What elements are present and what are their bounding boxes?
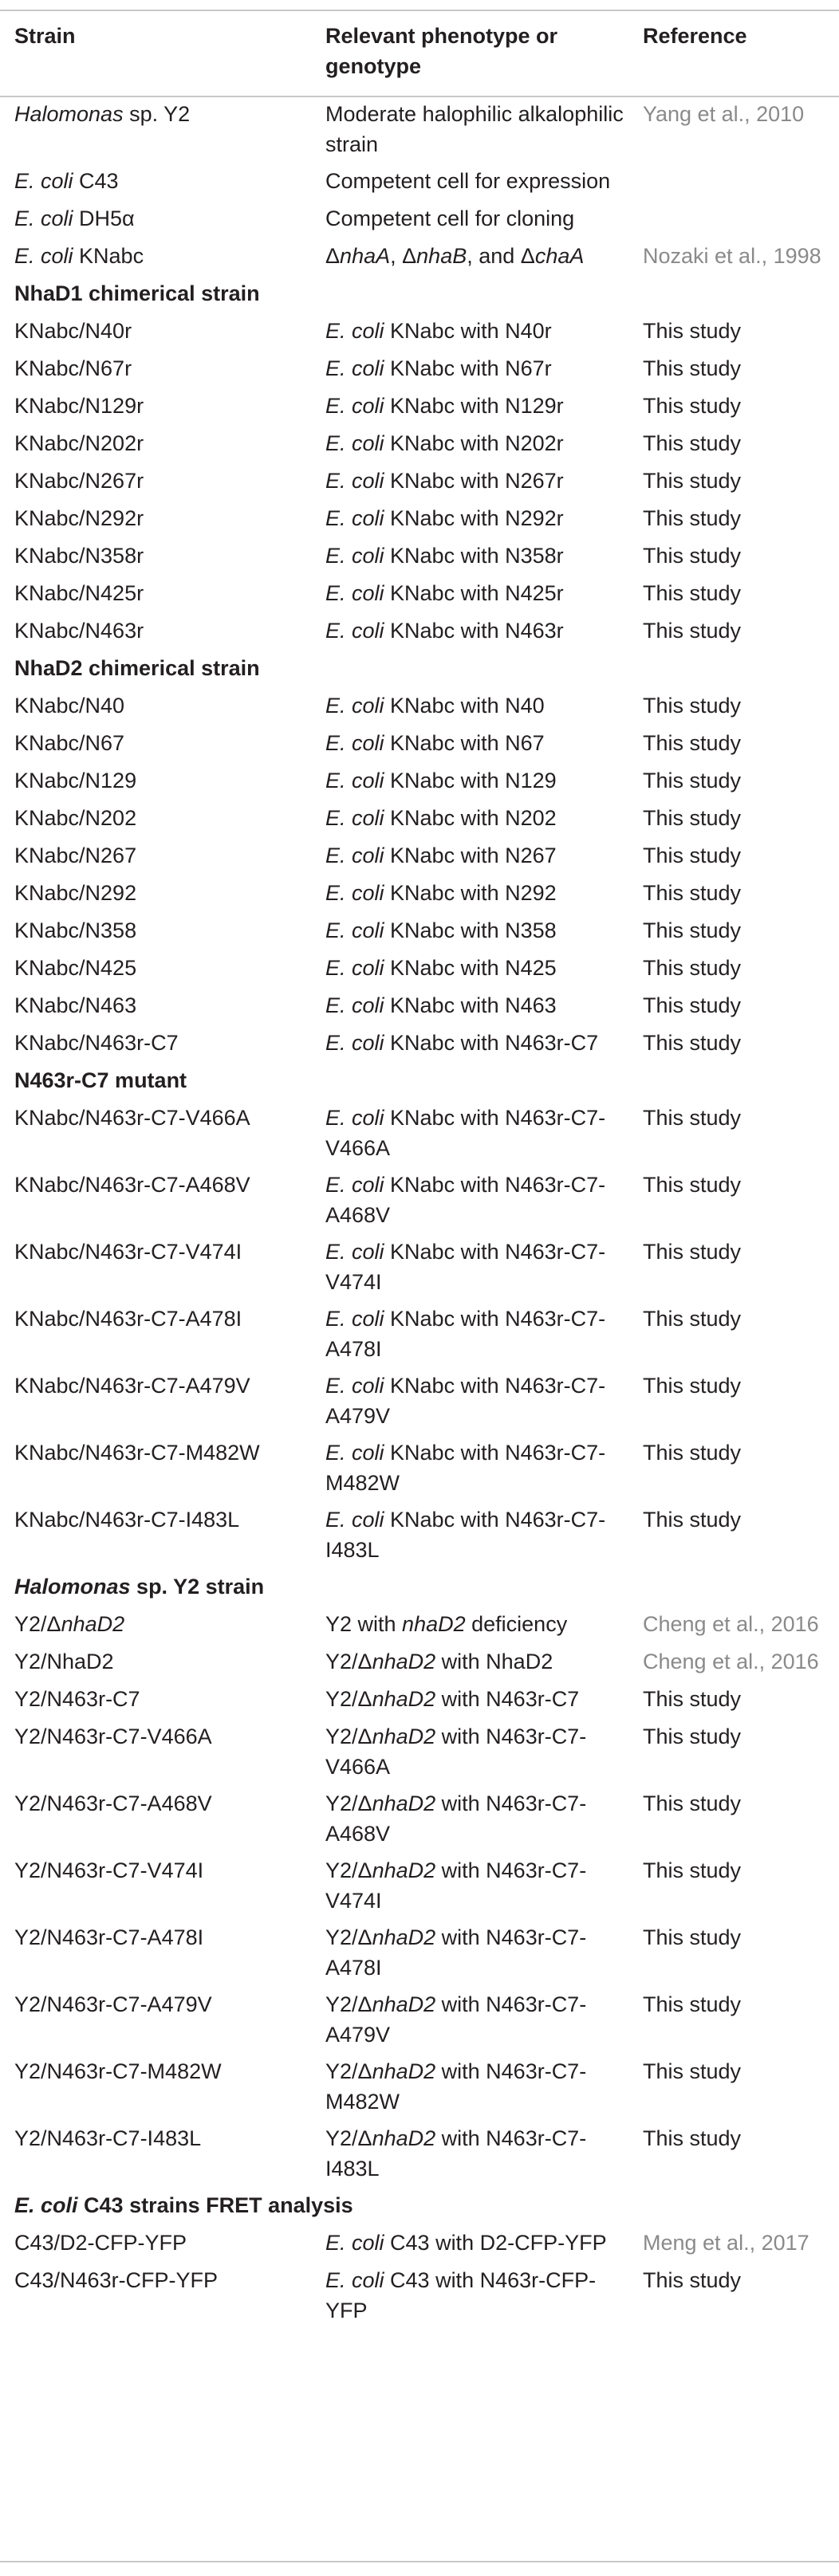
- phenotype-cell: Y2/ΔnhaD2 with N463r-C7-A478I: [325, 1925, 587, 1980]
- reference-cell: This study: [643, 544, 742, 568]
- reference-cell: This study: [643, 356, 742, 380]
- header-bottom-rule: [0, 96, 839, 97]
- reference-link[interactable]: Nozaki et al., 1998: [643, 244, 821, 268]
- strain-cell: KNabc/N463r-C7-V474I: [14, 1240, 242, 1264]
- phenotype-cell: E. coli KNabc with N463r: [325, 619, 564, 643]
- strain-cell: Y2/N463r-C7-V466A: [14, 1725, 212, 1748]
- reference-cell: This study: [643, 469, 742, 493]
- strain-cell: KNabc/N40: [14, 694, 125, 718]
- reference-cell: This study: [643, 918, 742, 942]
- strain-cell: KNabc/N463r-C7-A478I: [14, 1307, 242, 1331]
- reference-cell: This study: [643, 319, 742, 343]
- header-phenotype: Relevant phenotype or genotype: [325, 24, 558, 78]
- phenotype-cell: E. coli KNabc with N463r-C7-A479V: [325, 1374, 606, 1428]
- phenotype-cell: E. coli KNabc with N40r: [325, 319, 552, 343]
- reference-link[interactable]: Cheng et al., 2016: [643, 1612, 819, 1636]
- phenotype-cell: Y2/ΔnhaD2 with N463r-C7-A468V: [325, 1791, 587, 1846]
- strain-cell: E. coli C43: [14, 169, 119, 193]
- strain-cell: KNabc/N129r: [14, 394, 144, 418]
- strain-cell: KNabc/N129: [14, 769, 137, 792]
- phenotype-cell: Y2/ΔnhaD2 with N463r-C7-V474I: [325, 1858, 587, 1913]
- phenotype-cell: Y2/ΔnhaD2 with N463r-C7-A479V: [325, 1992, 587, 2047]
- strain-cell: KNabc/N463r-C7-M482W: [14, 1441, 260, 1465]
- reference-cell: This study: [643, 694, 742, 718]
- strain-cell: KNabc/N425r: [14, 581, 144, 605]
- strain-cell: Y2/N463r-C7: [14, 1687, 140, 1711]
- phenotype-cell: ΔnhaA, ΔnhaB, and ΔchaA: [325, 244, 585, 268]
- strain-cell: KNabc/N463: [14, 993, 137, 1017]
- reference-cell: This study: [643, 993, 742, 1017]
- header-reference: Reference: [643, 24, 747, 48]
- table-header-row: [0, 21, 839, 88]
- reference-cell: This study: [643, 1307, 742, 1331]
- phenotype-cell: Y2/ΔnhaD2 with N463r-C7-M482W: [325, 2059, 587, 2114]
- strain-cell: KNabc/N292r: [14, 506, 144, 530]
- strain-cell: E. coli DH5α: [14, 206, 135, 230]
- strain-cell: C43/D2-CFP-YFP: [14, 2231, 187, 2255]
- phenotype-cell: E. coli KNabc with N463r-C7-A468V: [325, 1173, 606, 1227]
- strain-cell: KNabc/N463r-C7-I483L: [14, 1508, 240, 1532]
- reference-cell: This study: [643, 581, 742, 605]
- reference-cell: This study: [643, 619, 742, 643]
- phenotype-cell: Y2 with nhaD2 deficiency: [325, 1612, 568, 1636]
- strain-cell: KNabc/N358r: [14, 544, 144, 568]
- section-title: E. coli C43 strains FRET analysis: [14, 2193, 353, 2217]
- phenotype-cell: Y2/ΔnhaD2 with N463r-C7-I483L: [325, 2126, 587, 2181]
- reference-link[interactable]: Yang et al., 2010: [643, 102, 805, 126]
- section-title: NhaD2 chimerical strain: [14, 656, 260, 680]
- reference-link[interactable]: Meng et al., 2017: [643, 2231, 809, 2255]
- strain-cell: KNabc/N463r-C7-A479V: [14, 1374, 250, 1398]
- reference-cell: This study: [643, 806, 742, 830]
- phenotype-cell: E. coli KNabc with N129r: [325, 394, 564, 418]
- strain-cell: KNabc/N463r-C7-V466A: [14, 1106, 250, 1130]
- reference-cell: This study: [643, 1508, 742, 1532]
- reference-cell: This study: [643, 394, 742, 418]
- reference-cell: This study: [643, 1992, 742, 2016]
- reference-cell: This study: [643, 1106, 742, 1130]
- strain-cell: KNabc/N40r: [14, 319, 132, 343]
- strain-cell: Y2/N463r-C7-M482W: [14, 2059, 222, 2083]
- reference-cell: This study: [643, 2126, 742, 2150]
- phenotype-cell: E. coli KNabc with N463: [325, 993, 557, 1017]
- strain-cell: KNabc/N463r-C7: [14, 1031, 179, 1055]
- table-top-rule: [0, 10, 839, 11]
- strain-cell: KNabc/N67: [14, 731, 125, 755]
- phenotype-cell: E. coli C43 with N463r-CFP-YFP: [325, 2268, 597, 2322]
- reference-cell: This study: [643, 956, 742, 980]
- phenotype-cell: E. coli KNabc with N129: [325, 769, 557, 792]
- phenotype-cell: E. coli KNabc with N358r: [325, 544, 564, 568]
- reference-cell: This study: [643, 2059, 742, 2083]
- reference-cell: This study: [643, 1925, 742, 1949]
- phenotype-cell: E. coli KNabc with N267: [325, 844, 557, 867]
- phenotype-cell: Moderate halophilic alkalophilic strain: [325, 102, 624, 156]
- reference-cell: This study: [643, 1031, 742, 1055]
- reference-cell: This study: [643, 731, 742, 755]
- reference-cell: This study: [643, 2268, 742, 2292]
- phenotype-cell: Competent cell for expression: [325, 169, 611, 193]
- phenotype-cell: E. coli KNabc with N202: [325, 806, 557, 830]
- phenotype-cell: E. coli KNabc with N463r-C7-V466A: [325, 1106, 606, 1160]
- phenotype-cell: E. coli KNabc with N267r: [325, 469, 564, 493]
- phenotype-cell: E. coli KNabc with N67: [325, 731, 545, 755]
- phenotype-cell: Y2/ΔnhaD2 with NhaD2: [325, 1650, 553, 1673]
- reference-link[interactable]: Cheng et al., 2016: [643, 1650, 819, 1673]
- section-title: N463r-C7 mutant: [14, 1068, 187, 1092]
- strain-cell: KNabc/N425: [14, 956, 137, 980]
- strain-cell: KNabc/N202: [14, 806, 137, 830]
- strain-cell: Y2/N463r-C7-I483L: [14, 2126, 202, 2150]
- section-title: NhaD1 chimerical strain: [14, 281, 260, 305]
- reference-cell: This study: [643, 1725, 742, 1748]
- reference-cell: This study: [643, 1374, 742, 1398]
- strain-cell: Y2/NhaD2: [14, 1650, 114, 1673]
- section-title: Halomonas sp. Y2 strain: [14, 1575, 265, 1599]
- phenotype-cell: Y2/ΔnhaD2 with N463r-C7-V466A: [325, 1725, 587, 1779]
- strain-cell: KNabc/N463r-C7-A468V: [14, 1173, 250, 1197]
- phenotype-cell: E. coli KNabc with N40: [325, 694, 545, 718]
- strain-cell: KNabc/N358: [14, 918, 137, 942]
- reference-cell: This study: [643, 1858, 742, 1882]
- phenotype-cell: E. coli C43 with D2-CFP-YFP: [325, 2231, 607, 2255]
- reference-cell: This study: [643, 769, 742, 792]
- strain-cell: Y2/N463r-C7-V474I: [14, 1858, 204, 1882]
- reference-cell: This study: [643, 1173, 742, 1197]
- reference-cell: This study: [643, 431, 742, 455]
- phenotype-cell: E. coli KNabc with N292: [325, 881, 557, 905]
- phenotype-cell: E. coli KNabc with N67r: [325, 356, 552, 380]
- phenotype-cell: E. coli KNabc with N463r-C7-M482W: [325, 1441, 606, 1495]
- reference-cell: This study: [643, 1441, 742, 1465]
- reference-cell: This study: [643, 1687, 742, 1711]
- phenotype-cell: E. coli KNabc with N292r: [325, 506, 564, 530]
- strain-cell: Halomonas sp. Y2: [14, 102, 191, 126]
- phenotype-cell: E. coli KNabc with N463r-C7-V474I: [325, 1240, 606, 1294]
- reference-cell: This study: [643, 881, 742, 905]
- phenotype-cell: Y2/ΔnhaD2 with N463r-C7: [325, 1687, 580, 1711]
- phenotype-cell: E. coli KNabc with N358: [325, 918, 557, 942]
- phenotype-cell: E. coli KNabc with N202r: [325, 431, 564, 455]
- phenotype-cell: E. coli KNabc with N463r-C7-A478I: [325, 1307, 606, 1361]
- strain-cell: KNabc/N463r: [14, 619, 144, 643]
- strain-cell: E. coli KNabc: [14, 244, 144, 268]
- strain-cell: Y2/N463r-C7-A468V: [14, 1791, 212, 1815]
- strain-cell: Y2/N463r-C7-A479V: [14, 1992, 212, 2016]
- reference-cell: This study: [643, 844, 742, 867]
- reference-cell: This study: [643, 1240, 742, 1264]
- phenotype-cell: Competent cell for cloning: [325, 206, 575, 230]
- strain-cell: Y2/ΔnhaD2: [14, 1612, 125, 1636]
- phenotype-cell: E. coli KNabc with N425: [325, 956, 557, 980]
- phenotype-cell: E. coli KNabc with N425r: [325, 581, 564, 605]
- strain-cell: C43/N463r-CFP-YFP: [14, 2268, 219, 2292]
- phenotype-cell: E. coli KNabc with N463r-C7-I483L: [325, 1508, 606, 1562]
- reference-cell: This study: [643, 506, 742, 530]
- reference-cell: This study: [643, 1791, 742, 1815]
- strain-cell: KNabc/N202r: [14, 431, 144, 455]
- strain-cell: KNabc/N267: [14, 844, 137, 867]
- strain-cell: KNabc/N267r: [14, 469, 144, 493]
- header-strain: Strain: [14, 24, 76, 48]
- phenotype-cell: E. coli KNabc with N463r-C7: [325, 1031, 599, 1055]
- strain-cell: KNabc/N67r: [14, 356, 132, 380]
- strain-cell: Y2/N463r-C7-A478I: [14, 1925, 204, 1949]
- table-bottom-rule: [0, 2561, 839, 2562]
- strain-cell: KNabc/N292: [14, 881, 137, 905]
